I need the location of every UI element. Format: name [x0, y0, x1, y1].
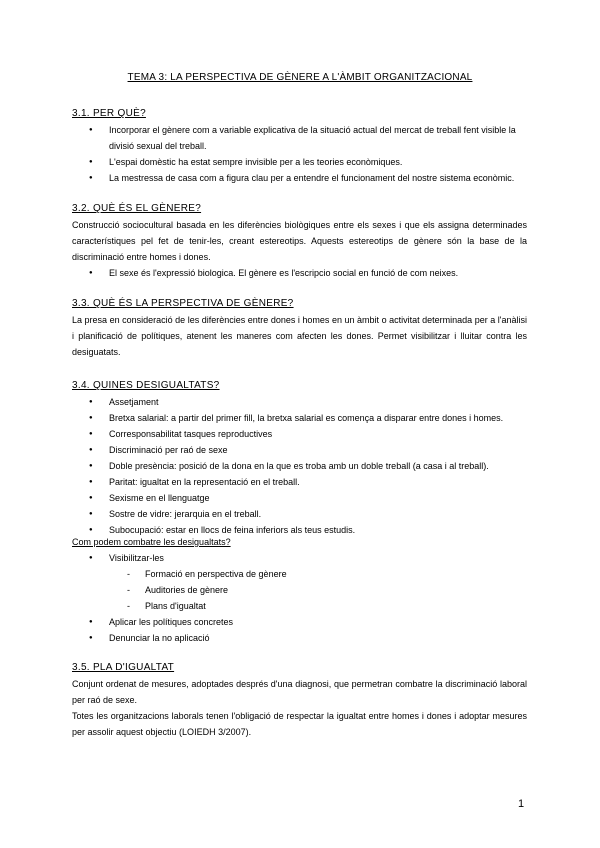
section-heading-3-3: 3.3. QUÈ ÉS LA PERSPECTIVA DE GÈNERE? [72, 298, 294, 309]
bullet-item: ● El sexe és l'expressió biologica. El gènere es l'escripcio social en funció de com neixes. [0, 265, 527, 281]
bullet-item: ● L'espai domèstic ha estat sempre invisible per a les teories econòmiques. [0, 154, 527, 170]
bullet-item: ● La mestressa de casa com a figura clau per a entendre el funcionament del nostre sistema econòmic. [0, 170, 527, 186]
bullet-item: ● Paritat: igualtat en la representació en el treball. [0, 474, 527, 490]
section-heading-3-4: 3.4. QUINES DESIGUALTATS? [72, 380, 220, 391]
section-heading-3-2: 3.2. QUÈ ÉS EL GÈNERE? [72, 203, 202, 214]
bullet-item: ● Assetjament [0, 394, 527, 410]
section-heading-3-5: 3.5. PLA D'IGUALTAT [72, 662, 175, 673]
bullet-item: ● Incorporar el gènere com a variable explicativa de la situació actual del mercat de treball fent visible la divisió sexual del treball. [0, 122, 527, 154]
section-3-2-bullets [0, 265, 600, 281]
section-3-3-paragraph: La presa en consideració de les diferències entre dones i homes en un àmbit o activitat determinada per a l'anàlisi i planificació de polítiques, atenent les maneres com afecten les dones. Permet visibilitzar i lluitar contra les desiguatats. [72, 315, 527, 357]
bullet-item: ● Discriminació per raó de sexe [0, 442, 527, 458]
section-3-5-paragraph-2: Totes les organitzacions laborals tenen l'obligació de respectar la igualtat entre homes i dones i adoptar mesures per assolir aquest objectiu (LOIEDH 3/2007). [72, 711, 527, 737]
bullet-item: ● Sexisme en el llenguatge [0, 490, 527, 506]
bullet-item: ● Visibilitzar-les [0, 550, 527, 566]
bullet-item: ● Doble presència: posició de la dona en la que es troba amb un doble treball (a casa i al treball). [0, 458, 527, 474]
section-3-1-bullets [0, 122, 600, 186]
section-heading-3-1: 3.1. PER QUÈ? [72, 108, 146, 119]
bullet-item: ● Corresponsabilitat tasques reproductives [0, 426, 527, 442]
bullet-item: ● Sostre de vidre: jerarquia en el treball. [0, 506, 527, 522]
section-3-5-paragraph-1: Conjunt ordenat de mesures, adoptades després d'una diagnosi, que permetran combatre la discriminació laboral per raó de sexe. [72, 679, 527, 705]
sub-bullet-item: - Auditories de gènere [0, 582, 600, 598]
bullet-item: ● Denunciar la no aplicació [0, 630, 527, 646]
combat-subheading: Com podem combatre les desigualtats? [72, 537, 231, 547]
bullet-item: ● Aplicar les polítiques concretes [0, 614, 527, 630]
sub-bullet-item: - Plans d'igualtat [0, 598, 600, 614]
bullet-item: ● Subocupació: estar en llocs de feina inferiors als teus estudis. [0, 522, 527, 538]
page-number: 1 [518, 798, 525, 810]
bullet-item: ● Bretxa salarial: a partir del primer fill, la bretxa salarial es comença a disparar entre dones i homes. [0, 410, 527, 426]
sub-bullet-item: - Formació en perspectiva de gènere [0, 566, 600, 582]
section-3-4-bullets [0, 394, 600, 538]
section-3-2-paragraph: Construcció sociocultural basada en les diferències biològiques entre els sexes i que els assigna determinades característiques pel fet de tenir-les, creant estereotips. Aquests estereotips de gènere són la base de la discriminació entre homes i dones. [72, 220, 527, 262]
document-title: TEMA 3: LA PERSPECTIVA DE GÈNERE A L'ÀMBIT ORGANITZACIONAL [127, 72, 473, 83]
combat-list [0, 550, 600, 646]
